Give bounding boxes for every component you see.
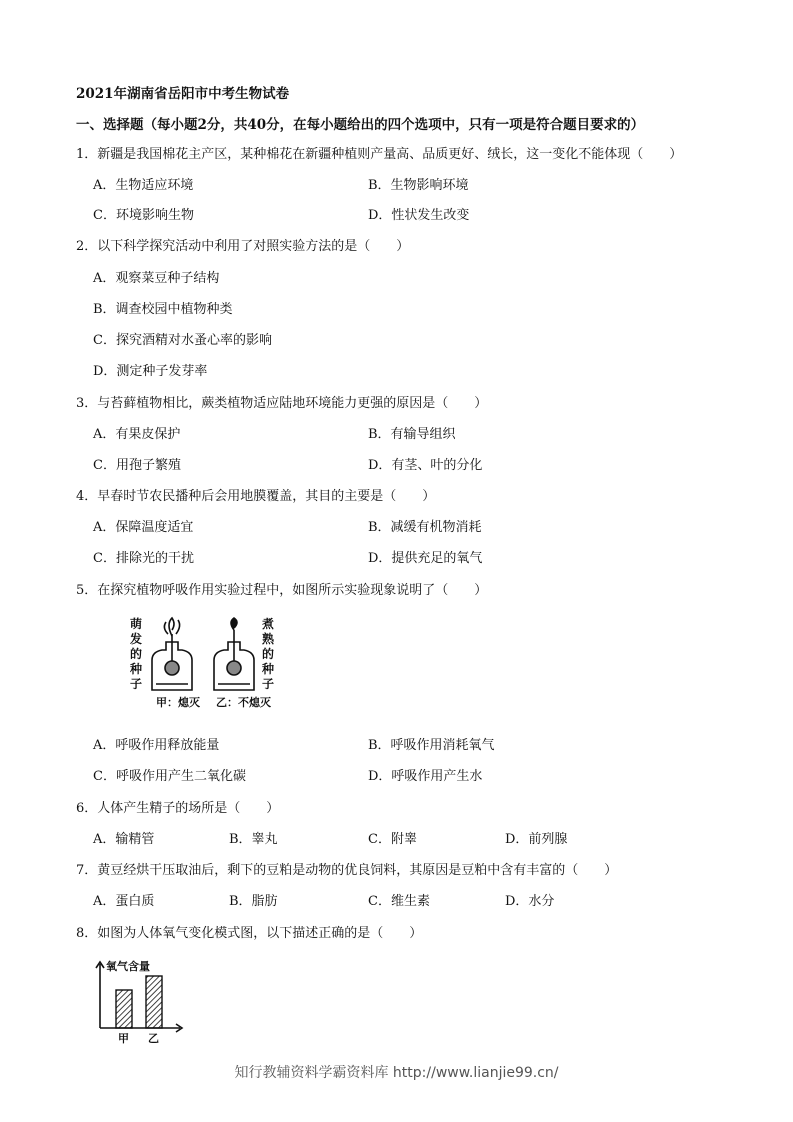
q7-option-d[interactable]: D．水分 [505,894,555,909]
seed-respiration-figure [128,614,280,710]
q1-option-b[interactable]: B．生物影响环境 [368,178,469,193]
q4-option-b[interactable]: B．减缓有机物消耗 [368,520,482,535]
question-4-stem: 4．早春时节农民播种后会用地膜覆盖，其目的主要是（ ） [76,489,436,504]
right-label-char-4: 种 [262,662,275,676]
q1-option-c[interactable]: C．环境影响生物 [93,208,194,223]
right-label-char-5: 子 [262,677,275,691]
oxygen-content-figure [92,958,188,1044]
q5-option-a[interactable]: A．呼吸作用释放能量 [93,738,220,753]
left-label-char-2: 发 [130,632,143,646]
q1-option-d[interactable]: D．性状发生改变 [368,208,470,223]
question-6-stem: 6．人体产生精子的场所是（ ） [76,801,280,816]
bar-jia [116,990,132,1028]
q6-option-d[interactable]: D．前列腺 [505,832,568,847]
q3-option-b[interactable]: B．有输导组织 [368,427,456,442]
left-label-char-1: 萌 [130,617,143,631]
q3-option-a[interactable]: A．有果皮保护 [93,427,181,442]
footer-watermark: 知行教辅资料学霸资料库 http://www.lianjie99.cn/ [234,1065,559,1081]
page-title: 2021年湖南省岳阳市中考生物试卷 [76,86,290,102]
q4-option-c[interactable]: C．排除光的干扰 [93,551,194,566]
jar-yi [214,618,254,690]
q4-option-a[interactable]: A．保障温度适宜 [93,520,194,535]
q6-option-c[interactable]: C．附睾 [368,832,417,847]
question-2-stem: 2．以下科学探究活动中利用了对照实验方法的是（ ） [76,239,410,254]
question-5-stem: 5．在探究植物呼吸作用实验过程中，如图所示实验现象说明了（ ） [76,583,488,598]
x-label-yi: 乙 [148,1032,159,1044]
jar-jia [152,618,192,690]
q3-option-d[interactable]: D．有茎、叶的分化 [368,458,483,473]
q5-option-b[interactable]: B．呼吸作用消耗氧气 [368,738,495,753]
q4-option-d[interactable]: D．提供充足的氧气 [368,551,483,566]
x-label-jia: 甲 [118,1032,129,1044]
question-7-stem: 7．黄豆经烘干压取油后，剩下的豆粕是动物的优良饲料，其原因是豆粕中含有丰富的（ ） [76,863,618,878]
bar-yi [146,976,162,1028]
left-label-char-5: 子 [130,677,143,691]
q2-option-c[interactable]: C．探究酒精对水蚤心率的影响 [93,333,272,348]
q7-option-b[interactable]: B．脂肪 [229,894,278,909]
q2-option-a[interactable]: A．观察菜豆种子结构 [93,271,220,286]
q2-option-d[interactable]: D．测定种子发芽率 [93,364,208,379]
q1-option-a[interactable]: A．生物适应环境 [93,178,194,193]
q5-option-c[interactable]: C．呼吸作用产生二氧化碳 [93,769,246,784]
caption-jia: 甲：熄灭 [156,696,200,709]
left-jar-label [129,616,142,691]
q6-option-a[interactable]: A．输精管 [93,832,155,847]
right-jar-label [261,616,275,691]
left-label-char-3: 的 [130,647,143,661]
q2-option-b[interactable]: B．调查校园中植物种类 [93,302,233,317]
section-heading: 一、选择题（每小题2分，共40分，在每小题给出的四个选项中，只有一项是符合题目要求的） [76,117,645,133]
right-label-char-3: 的 [262,647,275,661]
q7-option-a[interactable]: A．蛋白质 [93,894,155,909]
right-label-char-1: 煮 [262,617,275,631]
question-8-stem: 8．如图为人体氧气变化模式图，以下描述正确的是（ ） [76,926,423,941]
right-label-char-2: 熟 [262,632,275,646]
q6-option-b[interactable]: B．睾丸 [229,832,278,847]
q3-option-c[interactable]: C．用孢子繁殖 [93,458,181,473]
question-1-stem: 1．新疆是我国棉花主产区，某种棉花在新疆种植则产量高、品质更好、绒长，这一变化不能体现（ ） [76,147,683,162]
q7-option-c[interactable]: C．维生素 [368,894,430,909]
y-axis-label: 氧气含量 [106,960,150,973]
question-3-stem: 3．与苔藓植物相比，蕨类植物适应陆地环境能力更强的原因是（ ） [76,396,488,411]
left-label-char-4: 种 [130,662,143,676]
q5-option-d[interactable]: D．呼吸作用产生水 [368,769,483,784]
caption-yi: 乙：不熄灭 [216,696,271,709]
